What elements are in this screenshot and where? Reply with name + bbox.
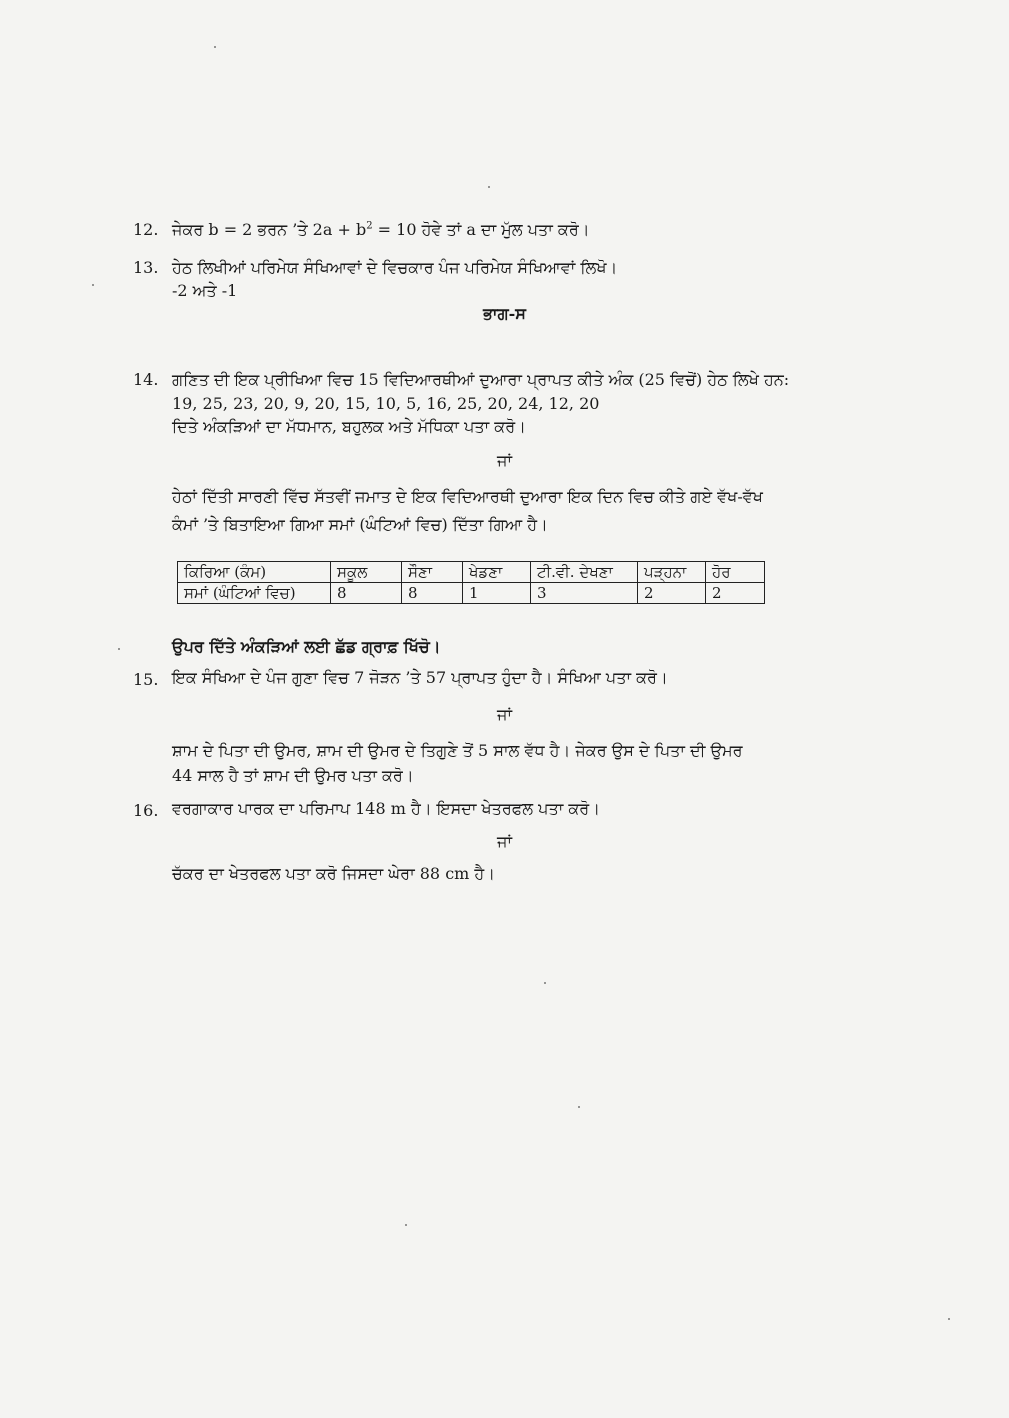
table-cell: 2 <box>706 583 765 604</box>
table-cell: ਸਕੂਲ <box>331 562 402 583</box>
question-15-alt-text-2: 44 ਸਾਲ ਹੈ ਤਾਂ ਸ਼ਾਮ ਦੀ ਉਮਰ ਪਤਾ ਕਰੋ। <box>172 766 414 785</box>
scan-speck <box>578 1106 580 1108</box>
question-13-text: ਹੇਠ ਲਿਖੀਆਂ ਪਰਿਮੇਯ ਸੰਖਿਆਵਾਂ ਦੇ ਵਿਚਕਾਰ ਪੰਜ ਪਰਿਮੇਯ ਸੰਖਿਆਵਾਂ ਲਿਖੋ। <box>172 258 618 277</box>
scan-speck <box>488 186 490 188</box>
section-heading: ਭਾਗ-ਸ <box>483 304 526 323</box>
table-cell: 8 <box>402 583 463 604</box>
question-14-marks: 19, 25, 23, 20, 9, 20, 15, 10, 5, 16, 25, 20, 24, 12, 20 <box>172 394 600 413</box>
question-number: 12. <box>133 220 159 239</box>
scan-speck <box>405 1224 407 1226</box>
scan-speck <box>544 982 546 984</box>
question-16-alt-text: ਚੱਕਰ ਦਾ ਖੇਤਰਫਲ ਪਤਾ ਕਰੋ ਜਿਸਦਾ ਘੇਰਾ 88 cm ਹੈ। <box>172 864 496 883</box>
question-15-alt-text: ਸ਼ਾਮ ਦੇ ਪਿਤਾ ਦੀ ਉਮਰ, ਸ਼ਾਮ ਦੀ ਉਮਰ ਦੇ ਤਿਗੁਣੇ ਤੋਂ 5 ਸਾਲ ਵੱਧ ਹੈ। ਜੇਕਰ ਉਸ ਦੇ ਪਿਤਾ ਦੀ ਉਮਰ <box>172 741 743 760</box>
question-number: 15. <box>133 670 159 689</box>
table-cell: ਕਿਰਿਆ (ਕੰਮ) <box>178 562 331 583</box>
or-label: ਜਾਂ <box>497 705 512 724</box>
table-cell: 1 <box>463 583 531 604</box>
question-14-graph-task: ਉਪਰ ਦਿੱਤੇ ਅੰਕੜਿਆਂ ਲਈ ਛੱਡ ਗ੍ਰਾਫ਼ ਖਿੱਚੋ। <box>172 637 441 656</box>
question-12-text: ਜੇਕਰ b = 2 ਭਰਨ ’ਤੇ $2a + b^2 = 10$ ਹੋਵੇ ਤਾਂ a ਦਾ ਮੁੱਲ ਪਤਾ ਕਰੋ। <box>172 220 590 239</box>
scan-speck <box>948 1318 950 1320</box>
question-number: 14. <box>133 370 159 389</box>
table-cell: ਹੋਰ <box>706 562 765 583</box>
table-cell: ਸੌਣਾ <box>402 562 463 583</box>
question-13-numbers: -2 ਅਤੇ -1 <box>172 281 238 300</box>
scan-speck <box>92 284 94 286</box>
table-row <box>178 562 765 583</box>
question-number: 16. <box>133 801 159 820</box>
table-cell: ਸਮਾਂ (ਘੰਟਿਆਂ ਵਿਚ) <box>178 583 331 604</box>
table-cell: ਪੜ੍ਹਨਾ <box>638 562 706 583</box>
or-label: ਜਾਂ <box>497 832 512 851</box>
scan-speck <box>118 648 120 650</box>
question-14-text: ਗਣਿਤ ਦੀ ਇਕ ਪ੍ਰੀਖਿਆ ਵਿਚ 15 ਵਿਦਿਆਰਥੀਆਂ ਦੁਆਰਾ ਪ੍ਰਾਪਤ ਕੀਤੇ ਅੰਕ (25 ਵਿਚੋਂ) ਹੇਠ ਲਿਖੇ ਹਨ: <box>172 370 790 389</box>
table-row <box>178 583 765 604</box>
or-label: ਜਾਂ <box>497 451 512 470</box>
table-cell: ਖੇਡਣਾ <box>463 562 531 583</box>
scan-speck <box>214 46 216 48</box>
activity-table <box>177 561 765 604</box>
question-15-text: ਇਕ ਸੰਖਿਆ ਦੇ ਪੰਜ ਗੁਣਾ ਵਿਚ 7 ਜੋੜਨ ’ਤੇ 57 ਪ੍ਰਾਪਤ ਹੁੰਦਾ ਹੈ। ਸੰਖਿਆ ਪਤਾ ਕਰੋ। <box>172 668 668 687</box>
table-cell: 3 <box>531 583 638 604</box>
question-14-alt-text-2: ਕੰਮਾਂ ’ਤੇ ਬਿਤਾਇਆ ਗਿਆ ਸਮਾਂ (ਘੰਟਿਆਂ ਵਿਚ) ਦਿੱਤਾ ਗਿਆ ਹੈ। <box>172 515 548 534</box>
question-14-alt-text: ਹੇਠਾਂ ਦਿੱਤੀ ਸਾਰਣੀ ਵਿੱਚ ਸੱਤਵੀਂ ਜਮਾਤ ਦੇ ਇਕ ਵਿਦਿਆਰਥੀ ਦੁਆਰਾ ਇਕ ਦਿਨ ਵਿਚ ਕੀਤੇ ਗਏ ਵੱਖ-ਵੱਖ <box>172 487 763 506</box>
table-cell: 8 <box>331 583 402 604</box>
question-16-text: ਵਰਗਾਕਾਰ ਪਾਰਕ ਦਾ ਪਰਿਮਾਪ 148 m ਹੈ। ਇਸਦਾ ਖੇਤਰਫਲ ਪਤਾ ਕਰੋ। <box>172 799 600 818</box>
table-cell: ਟੀ.ਵੀ. ਦੇਖਣਾ <box>531 562 638 583</box>
table-cell: 2 <box>638 583 706 604</box>
question-14-task: ਦਿਤੇ ਅੰਕੜਿਆਂ ਦਾ ਮੱਧਮਾਨ, ਬਹੁਲਕ ਅਤੇ ਮੱਧਿਕਾ ਪਤਾ ਕਰੋ। <box>172 417 526 436</box>
question-number: 13. <box>133 258 159 277</box>
